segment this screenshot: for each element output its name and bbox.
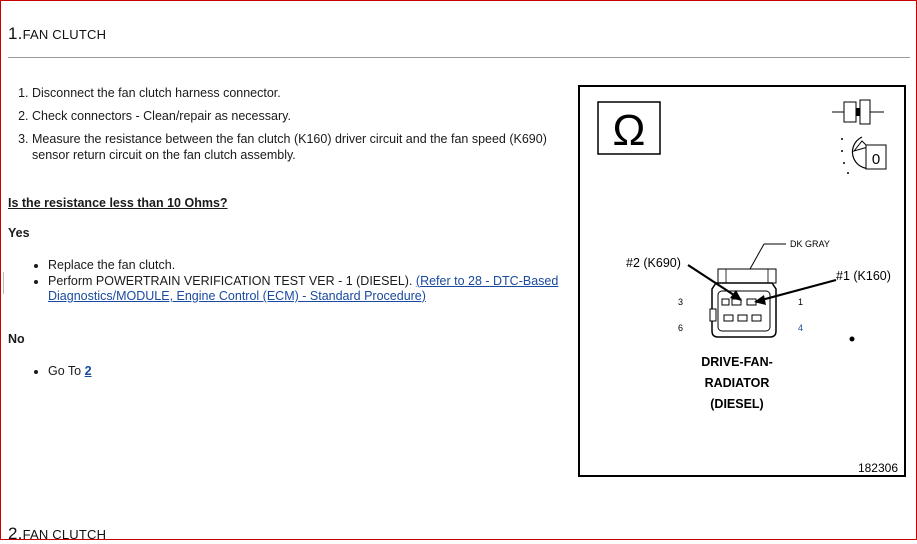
pin-number-1: 1 — [798, 297, 804, 307]
section-number: 1. — [8, 24, 23, 43]
caption-line-3: (DIESEL) — [710, 397, 764, 411]
ohm-icon — [598, 102, 660, 155]
disconnected-connector-icon — [832, 100, 884, 124]
figure-id: 182306 — [857, 461, 898, 475]
caption-line-2: RADIATOR — [704, 376, 770, 390]
no-actions-list — [8, 364, 568, 380]
section-divider — [8, 57, 910, 58]
step-item: 2. Check connectors - Clean/repair as necessary. — [32, 109, 572, 125]
section-number: 2. — [8, 524, 23, 543]
meter-display: 0 — [871, 151, 881, 168]
list-item — [48, 274, 568, 305]
connector-diagram — [578, 85, 906, 477]
wire-color-label: DK GRAY — [790, 239, 830, 249]
step-list — [10, 86, 572, 171]
pin-number-3: 3 — [678, 297, 684, 307]
pin1-callout-label: #1 (K160) — [836, 269, 891, 283]
ohm-symbol: Ω — [612, 106, 646, 155]
pin-number-6: 6 — [678, 323, 684, 333]
section-title: FAN CLUTCH — [22, 527, 107, 542]
change-marker — [3, 272, 4, 294]
list-item — [48, 364, 568, 380]
verification-test-text: Perform POWERTRAIN VERIFICATION TEST VER - 1 (DIESEL). — [48, 273, 413, 288]
go-to-step-link[interactable]: 2 — [84, 364, 92, 378]
yes-actions-list — [8, 258, 568, 305]
pin2-callout-label: #2 (K690) — [626, 256, 681, 270]
step-item: 1. Disconnect the fan clutch harness connector. — [32, 86, 572, 102]
procedure-reference-link[interactable]: (Refer to 28 - DTC-Based Diagnostics/MODULE, Engine Control (ECM) - Standard Procedure) — [48, 273, 559, 303]
section-heading-1 — [8, 24, 106, 44]
section-title: FAN CLUTCH — [22, 27, 107, 42]
section-heading-2 — [8, 524, 106, 544]
no-label: No — [8, 332, 25, 346]
connector-body — [710, 269, 776, 337]
multimeter-icon — [841, 137, 886, 174]
diagnostic-question: Is the resistance less than 10 Ohms? — [8, 196, 228, 210]
step-item: 3. Measure the resistance between the fan clutch (K160) driver circuit and the fan speed (K690) sensor return circuit on the fan clutch assembly. — [32, 132, 572, 163]
go-to-text: Go To — [48, 364, 82, 378]
diagram-svg — [580, 87, 908, 479]
yes-label: Yes — [8, 226, 30, 240]
caption-line-1: DRIVE-FAN- — [701, 355, 773, 369]
pin-number-4: 4 — [798, 323, 804, 333]
list-item: • Replace the fan clutch. — [48, 258, 568, 274]
